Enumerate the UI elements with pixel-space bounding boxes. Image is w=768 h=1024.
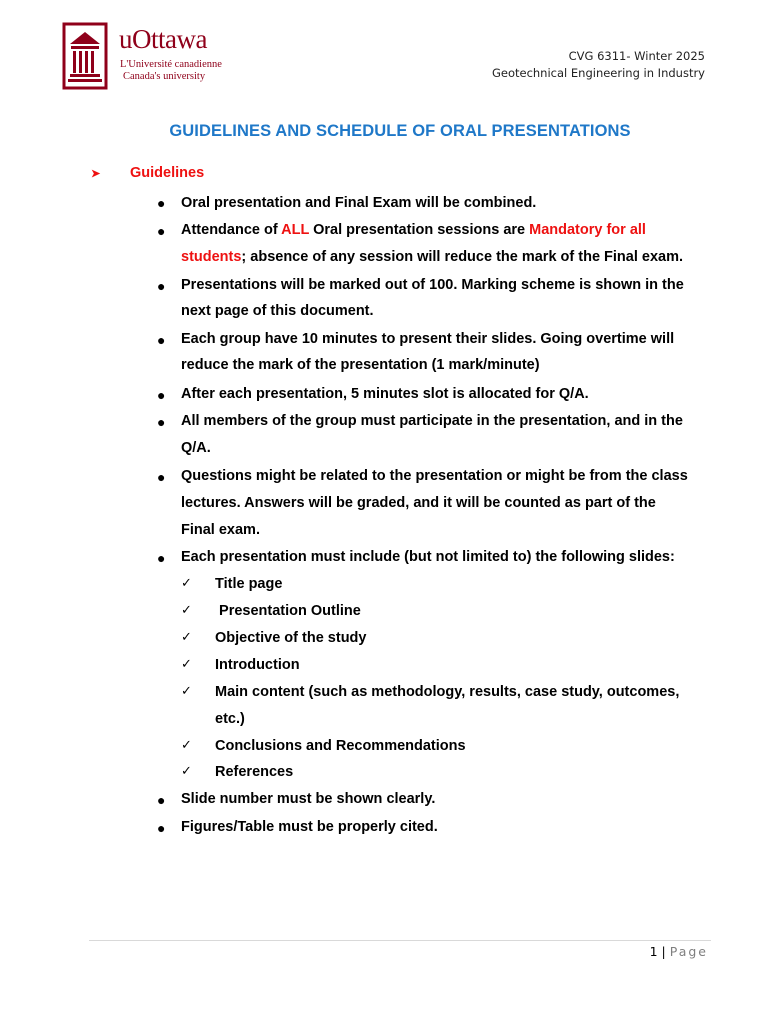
bullet-dot-icon: ● [157, 223, 166, 239]
arrow-bullet-icon: ➤ [91, 168, 101, 180]
page-number: 1 [649, 944, 658, 959]
checkmark-icon: ✓ [181, 683, 192, 698]
logo-wordmark: uOttawa [119, 24, 207, 54]
guideline-item: Slide number must be shown clearly. [181, 791, 436, 807]
guideline-item-cont: Final exam. [181, 522, 260, 538]
slide-item: Title page [215, 576, 283, 592]
guideline-item-cont: lectures. Answers will be graded, and it will be counted as part of the [181, 495, 656, 511]
highlight-all: ALL [281, 222, 310, 238]
logo-tagline-en: Canada's university [123, 71, 206, 82]
bullet-dot-icon: ● [157, 792, 166, 808]
highlight-mandatory: Mandatory for all [529, 222, 646, 238]
course-header [492, 48, 705, 82]
highlight-students: students [181, 249, 242, 265]
building-crest-icon [62, 22, 108, 90]
slide-item: Introduction [215, 657, 300, 673]
course-code: CVG 6311- Winter 2025 [568, 49, 705, 63]
guideline-item-cont: Q/A. [181, 440, 211, 456]
bullet-dot-icon: ● [157, 332, 166, 348]
checkmark-icon: ✓ [181, 629, 192, 644]
guideline-item-cont: next page of this document. [181, 303, 374, 319]
guideline-item-cont [181, 248, 683, 266]
page-title: GUIDELINES AND SCHEDULE OF ORAL PRESENTATIONS [169, 122, 631, 140]
slide-item: Main content (such as methodology, results, case study, outcomes, [215, 684, 680, 700]
guideline-item: After each presentation, 5 minutes slot is allocated for Q/A. [181, 386, 589, 402]
bullet-dot-icon: ● [157, 278, 166, 294]
checkmark-icon: ✓ [181, 763, 192, 778]
logo-tagline-fr: L'Université canadienne [120, 59, 222, 70]
guideline-item: Each group have 10 minutes to present their slides. Going overtime will [181, 331, 675, 347]
bullet-dot-icon: ● [157, 387, 166, 403]
guideline-item: Presentations will be marked out of 100. Marking scheme is shown in the [181, 277, 684, 293]
guideline-item: Oral presentation and Final Exam will be combined. [181, 195, 537, 211]
uottawa-logo [62, 22, 232, 92]
page-footer [650, 944, 708, 959]
logo-tagline [120, 59, 222, 83]
checkmark-icon: ✓ [181, 737, 192, 752]
checkmark-icon: ✓ [181, 575, 192, 590]
text-run: Attendance of [181, 222, 282, 238]
bullet-dot-icon: ● [157, 469, 166, 485]
footer-divider [89, 940, 711, 941]
bullet-dot-icon: ● [157, 195, 166, 211]
guideline-item: Figures/Table must be properly cited. [181, 819, 438, 835]
text-run: ; absence of any session will reduce the mark of the Final exam. [241, 249, 684, 265]
checkmark-icon: ✓ [181, 656, 192, 671]
slide-item: Conclusions and Recommendations [215, 738, 466, 754]
guideline-item: All members of the group must participate in the presentation, and in the [181, 413, 683, 429]
bullet-dot-icon: ● [157, 820, 166, 836]
guideline-item-cont: reduce the mark of the presentation (1 mark/minute) [181, 357, 540, 373]
bullet-dot-icon: ● [157, 414, 166, 430]
bullet-dot-icon: ● [157, 550, 166, 566]
slide-item: Objective of the study [215, 630, 367, 646]
page-label: Page [669, 944, 708, 959]
checkmark-icon: ✓ [181, 602, 192, 617]
text-run: Oral presentation sessions are [309, 222, 530, 238]
guideline-item: Questions might be related to the presentation or might be from the class [181, 468, 688, 484]
section-label: Guidelines [130, 165, 205, 181]
slide-item-cont: etc.) [215, 711, 245, 727]
guideline-item: Each presentation must include (but not limited to) the following slides: [181, 549, 675, 565]
footer-separator: | [661, 944, 666, 959]
course-name: Geotechnical Engineering in Industry [491, 66, 705, 80]
guideline-item [181, 221, 646, 239]
slide-item: References [215, 764, 294, 780]
slide-item: Presentation Outline [215, 603, 361, 619]
